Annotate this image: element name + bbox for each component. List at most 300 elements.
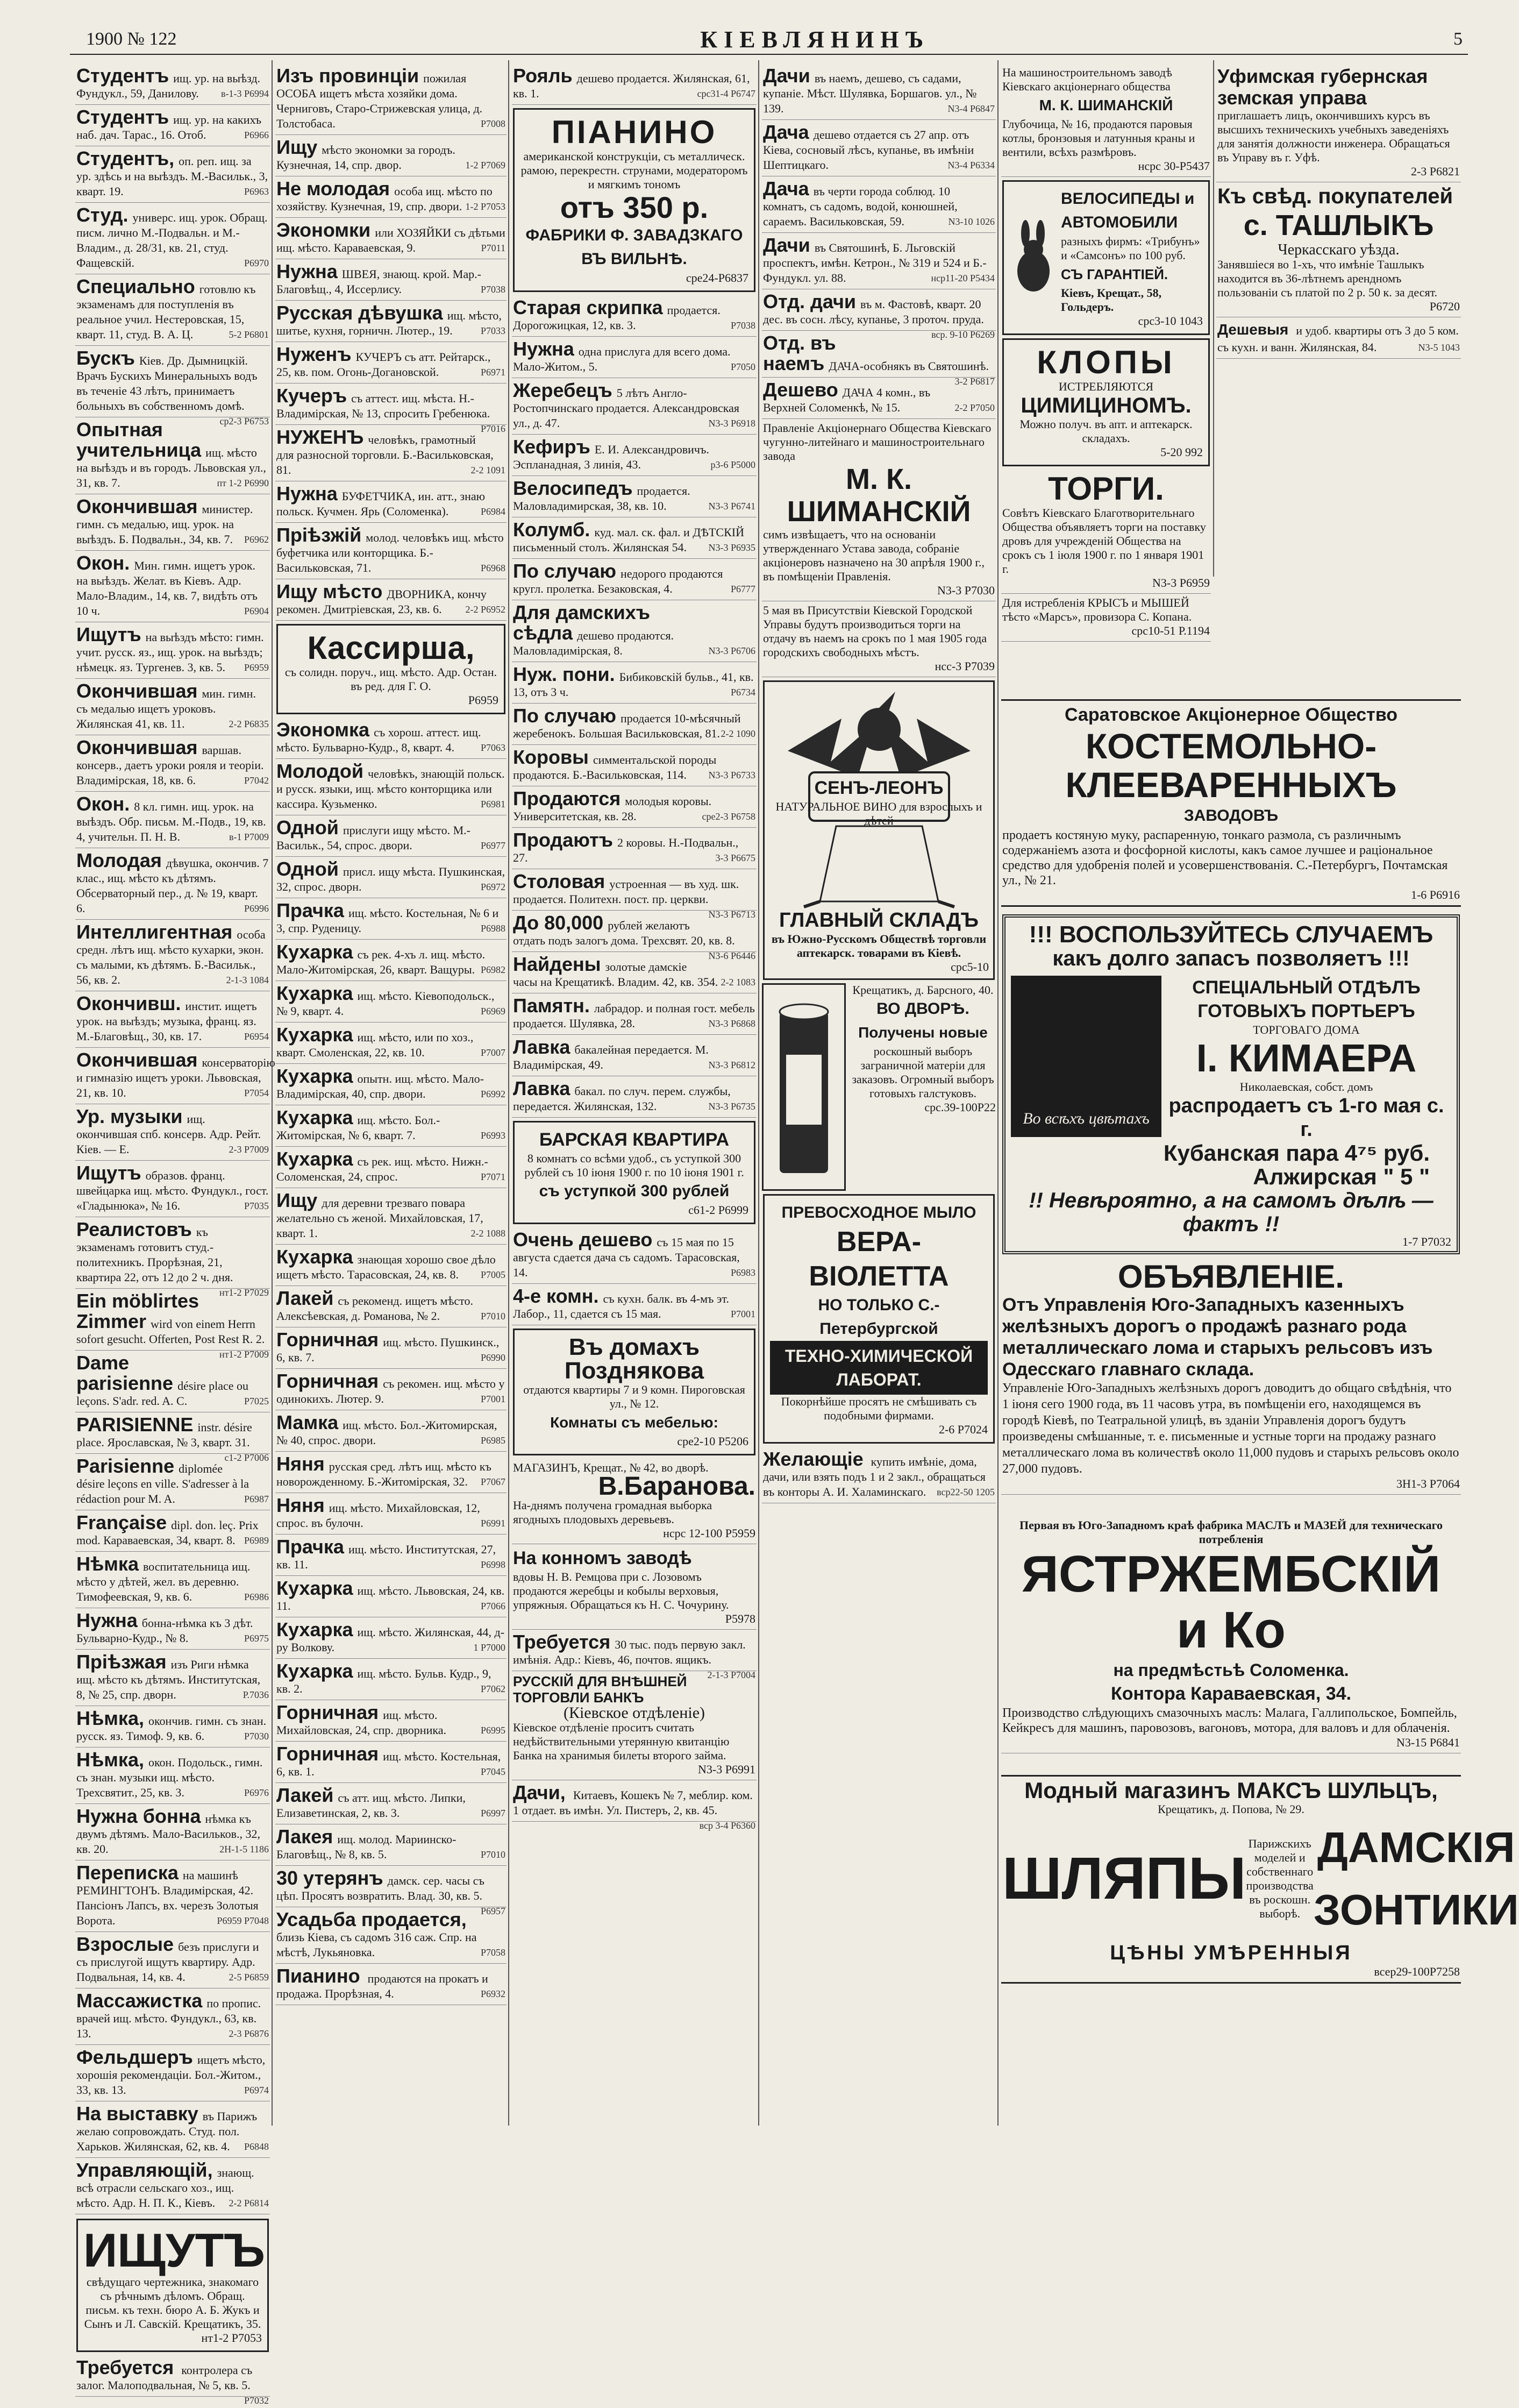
- ad-title: ВО ДВОРѢ.: [876, 1000, 969, 1018]
- ad-keyword: Нѣмка,: [76, 1749, 144, 1771]
- ad-keyword: Нужна: [276, 482, 338, 505]
- classified-ad: [512, 476, 757, 517]
- ad-ref: N3-3 Р6733: [708, 770, 755, 780]
- ad-ref: N3-10 1026: [948, 216, 995, 227]
- ad-ref: Р6993: [480, 1130, 505, 1141]
- ad-body: въ Святошинѣ, Б. Льговскій проспектъ, имѣн. Кетрон., № 319 и 524 и Б.-Фундукл. ул. 88.: [763, 241, 987, 285]
- classified-ad: [75, 1552, 270, 1608]
- classified-ad: [512, 1780, 757, 1831]
- ad-ref: Р7038: [730, 320, 755, 331]
- ad-keyword: Студ.: [76, 204, 129, 226]
- ad-title: І. КИМАЕРА: [1196, 1037, 1417, 1080]
- ad-address: Крещатикъ, д. Попова, № 29.: [1158, 1802, 1304, 1816]
- ad-title: ВЕЛОСИПЕДЫ и АВТОМОБИЛИ: [1061, 190, 1195, 231]
- ad-ref: Р6959 Р7048: [217, 1915, 269, 1926]
- classified-ad: [75, 63, 270, 105]
- ad-ref: нт1-2 Р7009: [219, 1349, 269, 1360]
- ad-body: ДАЧА-особнякъ въ Святошинѣ.: [829, 359, 989, 373]
- ad-subtitle: на предмѣстьѣ Соломенка.: [1113, 1660, 1349, 1680]
- ad-fabrics: [850, 983, 996, 1191]
- classified-ad: [275, 1659, 507, 1700]
- classified-list: [275, 718, 507, 1916]
- ad-keyword: Отд. дачи: [763, 290, 857, 312]
- ad-ref: Р7045: [480, 1766, 505, 1777]
- ad-body: знающая хорошо свое дѣло ищетъ мѣсто. Тарасовская, 24, кв. 8.: [276, 1253, 496, 1281]
- ad-ref: нсрс 30-Р5437: [1138, 159, 1210, 173]
- curtain-illustration: [1011, 976, 1161, 1137]
- ad-apartment: [513, 1121, 755, 1224]
- ad-keyword: Студентъ: [76, 65, 169, 87]
- classified-ad: [75, 1412, 270, 1463]
- ad-ref: Р6983: [730, 1267, 755, 1278]
- ad-keyword: Не молодая: [276, 177, 390, 200]
- ad-body: въ черти города соблюд. 10 комнатъ, съ садомъ, водой, конюшней, сараемъ. Васильковская, 59.: [763, 184, 958, 228]
- ad-ref: срс10-51 Р.1194: [1131, 624, 1210, 637]
- ad-keyword: Нужна: [276, 260, 338, 282]
- ad-body: одна прислуга для всего дома. Мало-Житом., 5.: [513, 345, 731, 373]
- ad-body: Кіев. Др. Дымницкій. Врачъ Бускихъ Минеральныхъ водъ въ теченіе 43 лѣтъ, принимаетъ больныхъ въ собственномъ домѣ.: [76, 354, 258, 413]
- ad-keyword: PARISIENNE: [76, 1413, 194, 1436]
- ad-ref: Р7007: [480, 1047, 505, 1058]
- ad-body: ищ. мѣсто на выѣздъ и въ городъ. Львовская ул., 31, кв. 7.: [76, 446, 266, 489]
- ad-keyword: Продаются: [513, 787, 621, 809]
- classified-ad: [512, 600, 757, 662]
- ad-ref: 5-2 Р6801: [229, 329, 269, 340]
- ad-body: ищ. мѣсто. Михайловская, 24, спр. дворника.: [276, 1708, 446, 1737]
- classified-ad: [275, 981, 507, 1022]
- classified-ad: [75, 1048, 275, 1104]
- classified-ad: [75, 848, 270, 920]
- ad-keyword: Горничная: [276, 1701, 379, 1723]
- ad-subtitle: ИСТРЕБЛЯЮТСЯ: [1058, 380, 1154, 393]
- classified-ad: [512, 63, 757, 105]
- ad-body: ищ. мѣсто. Институтская, 27, кв. 11.: [276, 1543, 496, 1571]
- classified-ad: [75, 494, 270, 551]
- ad-keyword: Лакея: [276, 1825, 333, 1848]
- ad-ref: 3-3 Р6675: [715, 853, 755, 863]
- ad-ref: N3-5 1043: [1418, 342, 1460, 353]
- ad-body: дешево продаются. Маловладимірская, 8.: [513, 629, 674, 657]
- ad-keyword: Колумб.: [513, 518, 590, 541]
- ad-keyword: Пианино: [276, 1965, 360, 1987]
- ad-keyword: Взрослые: [76, 1933, 174, 1955]
- ad-ref: Р6975: [244, 1633, 269, 1644]
- ad-keyword: Одной: [276, 816, 339, 839]
- ad-keyword: Управляющій,: [76, 2159, 213, 2181]
- ad-ref: Р6720: [1429, 300, 1460, 313]
- ad-ref: 1-6 Р6916: [1410, 888, 1460, 901]
- ad-ref: Р7071: [480, 1171, 505, 1182]
- ad-body: изъ Риги нѣмка ищ. мѣсто къ дѣтямъ. Институтская, 8, № 25, спр. дворн.: [76, 1658, 261, 1701]
- ad-ref: Р6987: [244, 1494, 269, 1504]
- ad-ref: 2-2 Р6835: [229, 719, 269, 729]
- classified-ad: [75, 679, 270, 735]
- notice-ref: нсс-3 Р7039: [935, 659, 995, 673]
- ad-keyword: Кухарка: [276, 1618, 353, 1640]
- ad-ref: всер29-100Р7258: [1374, 1965, 1460, 1978]
- classified-list: [512, 1227, 757, 1325]
- ad-body: бакалейная передается. М. Владимірская, 49.: [513, 1043, 709, 1071]
- ad-ref: Р7067: [480, 1476, 505, 1487]
- ad-ref: ср2-3 Р6753: [219, 416, 269, 427]
- ad-lead: ПРЕВОСХОДНОЕ МЫЛО: [781, 1204, 976, 1221]
- ad-keyword: Окон.: [76, 793, 130, 815]
- classified-ad: [275, 342, 507, 383]
- notice-shimansky: [762, 419, 996, 601]
- classified-ad: [512, 1227, 757, 1284]
- ad-ishchut: [76, 2219, 269, 2352]
- ad-body: ищ. мѣсто. Пушкинск., 6, кв. 7.: [276, 1336, 500, 1364]
- classified-ad: [75, 792, 270, 848]
- classified-ad: [75, 1706, 270, 1748]
- ad-ref: Р7032: [244, 2395, 269, 2406]
- ad-keyword: Пріѣзжая: [76, 1651, 167, 1673]
- ad-subtitle: (Кіевское отдѣленіе): [563, 1704, 705, 1722]
- classified-ad: [762, 1447, 996, 1503]
- ad-body: продается. Дорогожицкая, 12, кв. 3.: [513, 303, 721, 332]
- classified-ad: [275, 176, 507, 218]
- ad-ref: Р6984: [480, 506, 505, 517]
- ad-body: Мин. гимн. ищетъ урок. на выѣздъ. Желат. въ Кіевъ. Адр. Мало-Владим., 14, кв. 7, видѣть отъ 10 ч.: [76, 559, 258, 617]
- column-4: [762, 63, 996, 2123]
- ad-body: рублей желаютъ отдать подъ залогъ дома. Трехсвят. 20, кв. 8.: [513, 919, 735, 947]
- ad-lead: Отъ Управленія Юго-Западныхъ казенныхъ желѣзныхъ дорогъ о продажѣ разнаго рода металлическаго лома и старыхъ рельсовъ изъ Одесскаго главнаго склада.: [1002, 1295, 1433, 1380]
- ad-title: Въ домахъ Позднякова: [564, 1334, 704, 1384]
- ad-ref: 1-7 Р7032: [1402, 1235, 1451, 1248]
- ad-ref: 2-2 1088: [470, 1228, 505, 1239]
- ad-body: готовлю къ экзаменамъ для поступленія въ реальное учил. Нестеровская, 15, кварт. 11, студ. В. А. Ц.: [76, 282, 256, 341]
- ad-ref: Р6996: [244, 903, 269, 914]
- ad-body: ищ. окончившая спб. консерв. Адр. Рейт. Кіев. — Е.: [76, 1112, 261, 1156]
- classified-list: [512, 63, 757, 105]
- classified-ad: [275, 1452, 507, 1493]
- ad-keyword: Кухарка: [276, 1106, 353, 1128]
- ad-text: Управленіе Юго-Западныхъ желѣзныхъ дорогъ доводитъ до общаго свѣдѣнія, что 1 іюня сего 1900 года, въ 11 часовъ утра, въ помѣщеніи его, находящемся въ городѣ Кіевѣ, по Театральной улицѣ, въ зданіи Управленія дорогъ будутъ произведены смѣшанные, т. е. письменные и устные торги на продажу разнаго металлическаго лома въ количествѣ около 11,000 пудовъ и старыхъ рельсовъ около 27,000 пудовъ.: [1002, 1381, 1459, 1476]
- ad-body: устроенная — въ худ. шк. продается. Политехн. пост. пр. церкви.: [513, 877, 739, 906]
- ad-kassirsha: [276, 624, 505, 714]
- classified-list: [512, 295, 757, 1118]
- classified-ad: [75, 735, 270, 792]
- ad-keyword: Памятн.: [513, 995, 590, 1017]
- ad-body: ДВОРНИКА, кончу рекомен. Дмитріевская, 23, кв. 6.: [276, 587, 487, 616]
- ad-text: Для истребленія КРЫСЪ и МЫШЕЙ тѣсто «Марсъ», провизора С. Копана.: [1002, 596, 1192, 623]
- ad-ref: N3-3 Р6959: [1152, 576, 1210, 589]
- ad-body: 5 лѣтъ Англо-Ростопчинскаго продается. Александровская ул., д. 47.: [513, 386, 739, 430]
- ad-item-2: Алжирская " 5 ": [1253, 1164, 1430, 1189]
- issue-number: 1900 № 122: [86, 29, 177, 49]
- classified-ad: [75, 2355, 270, 2406]
- ad-body: ищ. мѣсто. Бол.-Житомірская, № 6, кварт. 7.: [276, 1113, 440, 1142]
- ad-keyword: Нужна: [513, 338, 574, 360]
- ad-title: Кассирша,: [307, 630, 475, 666]
- ad-ref: Р5978: [725, 1612, 755, 1625]
- ad-body: на машинѣ РЕМИНГТОНЪ. Владимірская, 42. Пансіонъ Лапсъ, вх. черезъ Золотыя Ворота.: [76, 1869, 259, 1927]
- ad-body: въ Парижъ желаю сопровождать. Студ. пол. Харьков. Жилянская, 62, кв. 4.: [76, 2109, 258, 2153]
- ad-ref: Р7010: [480, 1849, 505, 1860]
- ad-body: воспитательница ищ. мѣсто у дѣтей, жел. въ деревню. Тимофеевская, 9, кв. 6.: [76, 1560, 251, 1603]
- classified-ad: [275, 1022, 507, 1064]
- notice-ref: N3-3 Р7030: [937, 584, 995, 597]
- ad-body: 8 кл. гимн. ищ. урок. на выѣздъ. Обр. письм. М.-Подв., 19, кв. 4, учительн. П. Н. В.: [76, 800, 266, 843]
- ad-body: съ рек. 4-хъ л. ищ. мѣсто. Мало-Житомірская, 26, кварт. Ващуры.: [276, 948, 486, 976]
- ad-keyword: Фельдшеръ: [76, 2046, 193, 2068]
- ad-body: окон. Подольск., гимн. съ знан. музыки ищ. мѣсто. Трехсвятит., 25, кв. 3.: [76, 1756, 263, 1799]
- ad-keyword: Нуженъ: [276, 343, 352, 365]
- classified-ad: [75, 1748, 270, 1804]
- ad-body: въ наемъ, дешево, съ садами, купаніе. Мѣст. Шулявка, Боршагов. ул., № 139.: [763, 72, 977, 115]
- ad-body: съ аттест. ищ. мѣста. Н.-Владимірская, № 13, спросить Гребенюка.: [276, 392, 490, 420]
- classified-list: [512, 1630, 757, 1680]
- classified-ad: [512, 828, 757, 869]
- classified-ad: [512, 993, 757, 1035]
- ad-ref: вср22-50 1205: [937, 1487, 995, 1497]
- ad-body: diplomée désire leçons en ville. S'adresser à la rédaction pour M. A.: [76, 1462, 249, 1505]
- column-rule: [997, 60, 999, 2126]
- ad-keyword: Прачка: [276, 899, 344, 921]
- ad-body: человѣкъ, знающій польск. и русск. языки, ищ. мѣсто конторщика или кассира. Кузьменко.: [276, 767, 505, 811]
- classified-ad: [275, 523, 507, 579]
- ad-address: Николаевская, собст. домъ: [1239, 1080, 1373, 1093]
- column-5: [1001, 63, 1211, 639]
- ad-body: съ рекоменд. ищетъ мѣсто. Алексѣевская, д. Романова, № 2.: [276, 1294, 473, 1323]
- ad-body: недорого продаются кругл. пролетка. Безаковская, 4.: [513, 567, 723, 595]
- ad-ref: N3-3 Р6868: [708, 1018, 755, 1029]
- ad-text: Занявшіеся во 1-хъ, что имѣніе Ташлыкъ находится въ 36-лѣтнемъ арендномъ пользованіи съ платой по 2 р. 50 к. за десят.: [1217, 258, 1438, 299]
- classified-ad: [275, 579, 507, 621]
- ad-lead: Саратовское Акціонерное Общество: [1064, 705, 1398, 725]
- ad-keyword: Горничная: [276, 1370, 379, 1392]
- ad-body: къ экзаменамъ готовитъ студ.-политехникъ. Прорѣзная, 21, квартира 22, отъ 12 до 2 ч. дня.: [76, 1225, 233, 1284]
- ad-keyword: Молодой: [276, 760, 363, 782]
- ad-keyword: Для дамскихъ сѣдла: [513, 601, 650, 644]
- ad-ref: N3-6 Р6446: [708, 950, 755, 961]
- notice-lead: Правленіе Акціонернаго Общества Кіевскаго чугунно-литейнаго и машиностроительнаго завода: [763, 421, 992, 463]
- ad-body: дѣвушка, окончив. 7 клас., ищ. мѣсто къ дѣтямъ. Обсерваторный пер., д. № 19, кварт. 6.: [76, 856, 269, 915]
- ad-keyword: По случаю: [513, 705, 616, 727]
- ad-keyword: Няня: [276, 1453, 325, 1475]
- ad-body: ищ. мѣсто. Кіевоподольск., № 9, кварт. 4.: [276, 989, 495, 1018]
- ad-ref: 2-2 1091: [470, 465, 505, 475]
- ad-ref: Р7008: [480, 118, 505, 129]
- ad-keyword: Кухарка: [276, 1577, 353, 1599]
- ad-keyword: Экономка: [276, 719, 370, 741]
- ad-ref: Р7001: [480, 1394, 505, 1404]
- ad-lab: ТЕХНО-ХИМИЧЕСКОЙ ЛАБОРАТ.: [770, 1341, 988, 1395]
- classified-ad: [275, 857, 507, 898]
- ad-ref: 2-3 Р6876: [229, 2028, 269, 2039]
- classified-ad: [275, 1907, 507, 1964]
- ad-text: вдовы Н. В. Ремцова при с. Лозовомъ продаются жеребцы и кобылы верховыя, упряжныя. Обращаться къ Н. С. Чочурину.: [513, 1570, 729, 1611]
- ad-keyword: По случаю: [513, 560, 616, 582]
- ad-keyword: Кучеръ: [276, 385, 347, 407]
- ad-body: молодыя коровы. Университетская, кв. 28.: [513, 794, 712, 823]
- ad-ref: Р6969: [480, 1006, 505, 1017]
- classified-ad: [275, 135, 507, 176]
- classified-ad: [762, 289, 996, 340]
- notice-body: симъ извѣщаетъ, что на основаніи утвержденнаго Устава завода, собраніе акціонеровъ назначено на 30 апрѣля 1900 г., въ помѣщеніи Правленія.: [763, 528, 985, 583]
- classified-ad: [275, 1783, 507, 1824]
- ad-ref: 2-2 Р6952: [465, 604, 505, 615]
- ad-body: знающ. всѣ отрасли сельскаго хоз., ищ. мѣсто. Адр. Н. П. К., Кіевъ.: [76, 2166, 254, 2210]
- column-1: [75, 63, 275, 2406]
- classified-ad: [75, 1860, 270, 1932]
- ad-ref: N3-3 Р6812: [708, 1060, 755, 1070]
- ad-keyword: Столовая: [513, 870, 605, 892]
- classified-ad: [275, 940, 507, 981]
- classified-ad: [275, 1410, 507, 1452]
- ad-keyword: Dame parisienne: [76, 1352, 174, 1394]
- ad-keyword: Рояль: [513, 65, 573, 87]
- ad-body: дешево продается. Жилянская, 61, кв. 1.: [513, 72, 750, 100]
- ad-ref: Р6977: [480, 840, 505, 851]
- ad-ref: вср 3-4 Р6360: [699, 1820, 755, 1831]
- classified-ad: [75, 920, 270, 991]
- ad-shults: [1001, 1775, 1519, 1984]
- classified-ad: [75, 1932, 270, 1988]
- ad-ref: Р6954: [244, 1031, 269, 1042]
- ad-text: свѣдущаго чертежника, знакомаго съ рѣчнымъ дѣломъ. Обращ. письм. къ техн. бюро А. Б. Жукъ и Сынъ и Л. Савскій. Крещатикъ, 35.: [84, 2275, 261, 2331]
- ad-ref: Р6970: [244, 258, 269, 268]
- ad-keyword: Ищу мѣсто: [276, 580, 383, 602]
- ad-sub: Крещатикъ, д. Барсного, 40.: [852, 983, 994, 997]
- ad-ref: нт1-2 Р7029: [219, 1287, 269, 1298]
- classified-ad: [275, 1147, 507, 1188]
- ad-body: Е. И. Александровичъ. Эспланадная, 3 линія, 43.: [513, 443, 709, 471]
- ad-ref: Р7066: [480, 1601, 505, 1611]
- ad-ref: сре24-Р6837: [686, 271, 748, 285]
- ad-body: дамск. сер. часы съ цѣп. Просятъ возвратить. Влад. 30, кв. 5.: [276, 1874, 484, 1902]
- ad-lead: МАГАЗИНЪ, Крещат., № 42, во дворѣ.: [513, 1461, 709, 1474]
- newspaper-title: КІЕВЛЯНИНЪ: [700, 26, 930, 53]
- classified-ad: [75, 2045, 270, 2101]
- ad-body: на выѣздъ мѣсто: гимн. учит. русск. яз., ищ. урок. на выѣздъ; нѣмецк. яз. Тургенев. 3, кв. 5.: [76, 630, 264, 674]
- ad-keyword: Нѣмка: [76, 1553, 139, 1575]
- classified-ad: [75, 274, 270, 346]
- ad-body: съ атт. ищ. мѣсто. Липки, Елизаветинская, 2, кв. 3.: [276, 1791, 466, 1820]
- ad-keyword: Окон.: [76, 552, 130, 574]
- ad-body: присл. ищу мѣста. Пушкинская, 32, спрос. дворн.: [276, 865, 505, 893]
- ad-ref: Р7035: [244, 1201, 269, 1211]
- ad-body: для деревни трезваго повара желательно съ женой. Михайловская, 17, кварт. 1.: [276, 1196, 483, 1240]
- ad-ref: в-1-3 Р6994: [221, 88, 269, 99]
- ad-colors: Во всѣхъ цвѣтахъ: [1023, 1110, 1150, 1127]
- ad-title: На конномъ заводѣ: [513, 1548, 692, 1568]
- ad-keyword: Лавка: [513, 1036, 570, 1058]
- classified-ad: [275, 218, 507, 259]
- ad-text: Можно получ. въ апт. и аптекарск. складахъ.: [1019, 417, 1193, 445]
- ad-ref: N3-15 Р6841: [1396, 1736, 1460, 1749]
- ad-baranov: [512, 1459, 757, 1544]
- ad-body: съ рек. ищ. мѣсто. Нижн.-Соломенская, 24, спрос.: [276, 1155, 488, 1183]
- ad-body: ищ. мѣсто, шитье, кухня, горничн. Лютер., 19.: [276, 309, 502, 337]
- ad-ref: Р7011: [481, 243, 505, 253]
- ad-body: куд. мал. ск. фал. и ДѢТСКІЙ письменный столъ. Жилянская 54.: [513, 525, 744, 554]
- ad-keyword: Усадьба продается,: [276, 1908, 467, 1930]
- ad-ref: с1-2 Р7006: [224, 1452, 269, 1463]
- ad-umbrellas: ДАМСКІЯ ЗОНТИКИ: [1313, 1823, 1519, 1934]
- ad-keyword: Окончивш.: [76, 992, 181, 1014]
- ad-ref: Р6997: [480, 1808, 505, 1819]
- ad-body: dipl. don. leç. Prix mod. Караваевская, 34, кварт. 8.: [76, 1518, 259, 1547]
- ad-keyword: Студентъ,: [76, 147, 175, 169]
- ad-body: русская сред. лѣтъ ищ. мѣсто къ новорожденному. Б.-Житомірская, 32.: [276, 1460, 491, 1488]
- ad-keyword: 30 утерянъ: [276, 1867, 383, 1889]
- ad-ref: Р6992: [480, 1089, 505, 1099]
- ad-keyword: НУЖЕНЪ: [276, 426, 364, 448]
- ad-middle: Парижскихъ моделей и собственнаго производства въ роскошн. выборѣ.: [1246, 1837, 1314, 1920]
- classified-ad: [512, 378, 757, 435]
- ad-lead: Модный магазинъ МАКСЪ ШУЛЬЦЪ,: [1024, 1778, 1438, 1803]
- classified-ad: [75, 146, 270, 203]
- ad-ref: N3-4 Р6334: [947, 160, 995, 171]
- ad-text: продаетъ костяную муку, распаренную, тонкаго размола, съ различнымъ содержаніемъ азота и фосфорной кислоты, какъ самое лучшее и раціональное средство для удобренія полей и усовершенствованія. С.-Петербургъ, Почтамская ул., № 21.: [1002, 828, 1448, 887]
- ad-ref: 2-6 Р7024: [938, 1423, 988, 1436]
- classified-ad: [512, 517, 757, 559]
- ad-torgi: [1001, 470, 1211, 594]
- ad-body: мин. гимн. съ медалью ищетъ уроковъ. Жилянская 41, кв. 11.: [76, 687, 256, 730]
- ad-keyword: Дачи: [763, 65, 810, 87]
- ad-text: американской конструкціи, съ металлическ. рамою, перекрестн. струнами, модераторомъ и мягкимъ тономъ: [520, 150, 748, 191]
- column-rule: [272, 60, 273, 2126]
- ad-text: Совѣтъ Кіевскаго Благотворительнаго Общества объявляетъ торги на поставку дровъ для учрежденій Общества на срокъ съ 1 іюля 1900 г. по 1 января 1901 г.: [1002, 506, 1206, 576]
- ad-text: приглашаетъ лицъ, окончившихъ курсъ въ высшихъ техническихъ учебныхъ заведеніяхъ для занятія должности инженера. Обращаться въ Управу въ г. Уфѣ.: [1217, 109, 1450, 164]
- ad-body: продается. Маловладимирская, 38, кв. 10.: [513, 484, 690, 513]
- ad-keyword: Требуется: [76, 2356, 174, 2378]
- classified-ad: [75, 2158, 270, 2214]
- right-lower-area: [1001, 699, 1519, 2125]
- ad-title: ОБЪЯВЛЕНІЕ.: [1117, 1259, 1345, 1295]
- ad-ref: срс.39-100Р22: [924, 1100, 996, 1114]
- ad-ref: N3-4 Р6847: [947, 103, 995, 114]
- ad-saratov: [1001, 699, 1461, 907]
- ad-ref: 2-2 Р7050: [954, 402, 995, 413]
- ad-keyword: Нуж. пони.: [513, 663, 615, 685]
- classified-ad: [275, 1866, 507, 1916]
- ad-ref: 2-2 1083: [721, 977, 755, 988]
- ad-ref: Р7063: [480, 742, 505, 753]
- ad-ref: Р7005: [480, 1269, 505, 1280]
- ad-tea: [762, 983, 846, 1191]
- ad-ref: Р6974: [244, 2085, 269, 2096]
- ad-dept: СПЕЦІАЛЬНЫЙ ОТДѢЛЪ ГОТОВЫХЪ ПОРТЬЕРЪ: [1192, 977, 1421, 1021]
- ad-body: съ рекомен. ищ. мѣсто у одинокихъ. Лютер. 9.: [276, 1377, 505, 1405]
- ad-keyword: Нѣмка,: [76, 1707, 144, 1729]
- ad-body: instr. désire place. Ярославская, № 3, кварт. 31.: [76, 1420, 252, 1449]
- ad-body: БУФЕТЧИКА, ин. атт., знаю польск. Кучмен. Ярь (Соломенка).: [276, 489, 486, 518]
- ad-body: съ кухн. балк. въ 4-мъ эт. Лабор., 11, сдается съ 15 мая.: [513, 1292, 729, 1320]
- ad-subtitle: Черкасскаго уѣзда.: [1278, 241, 1400, 258]
- ad-keyword: Русская дѣвушка: [276, 302, 443, 324]
- ad-body: ищ. мѣсто. Бол.-Житомирская, № 40, спрос. двори.: [276, 1418, 497, 1447]
- ad-keyword: Горничная: [276, 1329, 379, 1351]
- classified-ad: [762, 120, 996, 176]
- classified-ad: [275, 1327, 507, 1369]
- classified-ad: [512, 786, 757, 828]
- ad-keyword: Ур. музыки: [76, 1105, 183, 1127]
- ad-text: 8 комнатъ со всѣми удоб., съ уступкой 300 рублей съ 10 іюня 1900 г. по 10 іюня 1901 г.: [524, 1152, 744, 1179]
- ad-body: ищ. мѣсто. Костельная, № 6 и 3, спр. Руденицу.: [276, 906, 499, 935]
- ad-keyword: Ищу: [276, 136, 318, 158]
- ad-klopy: [1002, 338, 1210, 466]
- classified-ad: [512, 435, 757, 476]
- ad-ref: 2-5 Р6859: [229, 1972, 269, 1983]
- ad-ref: сре2-10 Р5206: [677, 1434, 748, 1448]
- ad-keyword: Жеребецъ: [513, 379, 612, 401]
- classified-ad: [75, 551, 270, 622]
- classified-ad: [512, 869, 757, 920]
- ad-ref: N3-3 Р6706: [708, 645, 755, 656]
- ad-keyword: Старая скрипка: [513, 296, 663, 318]
